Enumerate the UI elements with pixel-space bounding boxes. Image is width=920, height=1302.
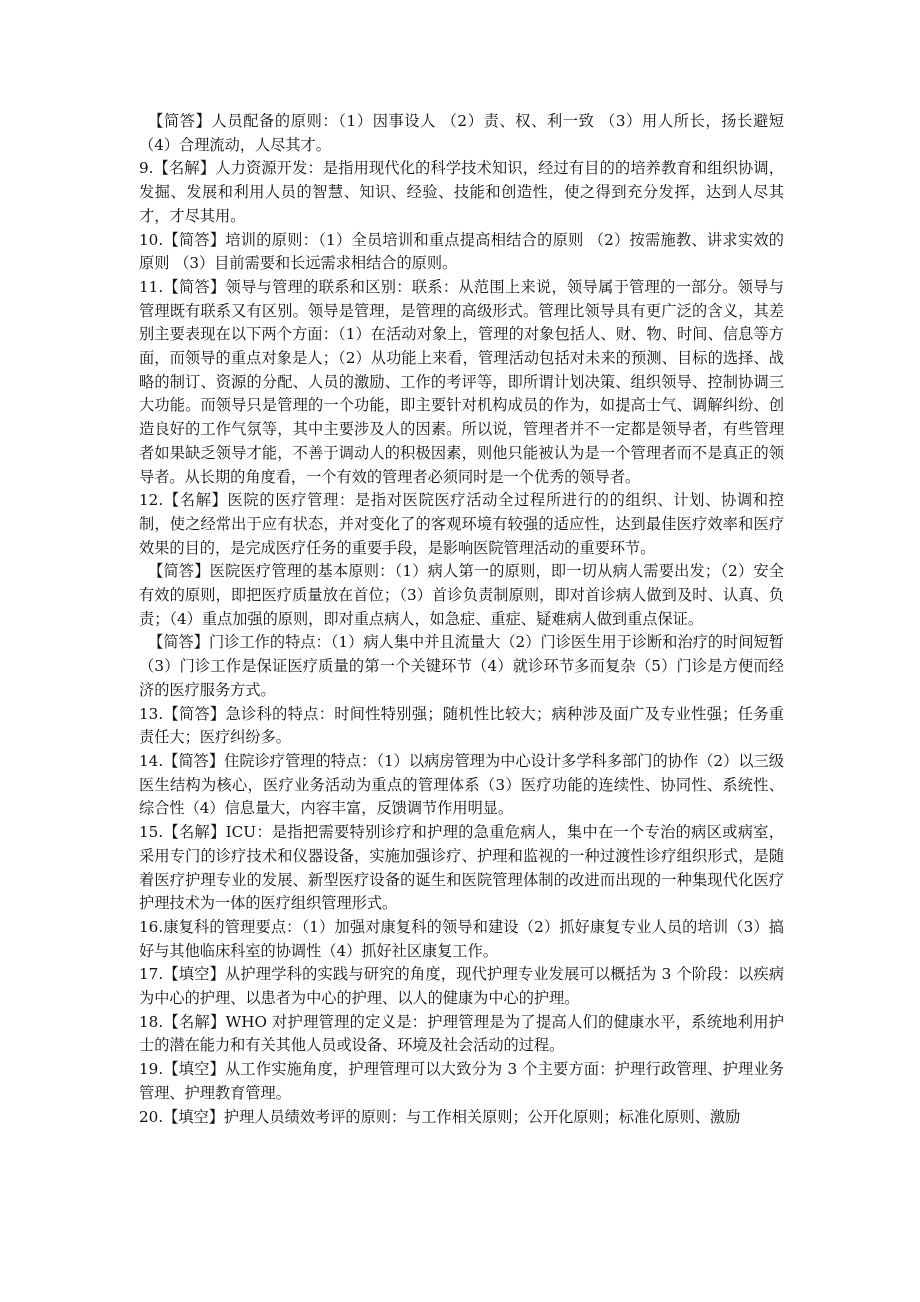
paragraph-item-20: 20.【填空】护理人员绩效考评的原则：与工作相关原则；公开化原则；标准化原则、激励: [139, 1107, 741, 1126]
paragraph-item-16: 16.康复科的管理要点：（1）加强对康复科的领导和建设（2）抓好康复专业人员的培训（3）搞好与其他临床科室的协调性（4）抓好社区康复工作。: [139, 917, 784, 960]
paragraph-item-13: 13.【简答】急诊科的特点：时间性特别强；随机性比较大；病种涉及面广及专业性强；任务重责任大；医疗纠纷多。: [139, 704, 784, 747]
paragraph-item-10: 10.【简答】培训的原则：（1）全员培训和重点提高相结合的原则 （2）按需施教、讲求实效的原则 （3）目前需要和长远需求相结合的原则。: [139, 230, 784, 273]
paragraph-item-9: 9.【名解】人力资源开发：是指用现代化的科学技术知识，经过有目的的培养教育和组织协调，发掘、发展和利用人员的智慧、知识、经验、技能和创造性，使之得到充分发挥，达到人尽其才，才尽其用。: [139, 159, 784, 225]
paragraph-item-11: 11.【简答】领导与管理的联系和区别：联系：从范围上来说，领导属于管理的一部分。领导与管理既有联系又有区别。领导是管理，是管理的高级形式。管理比领导具有更广泛的含义，其差别主要表现在以下两个方面：（1）在活动对象上，管理的对象包括人、财、物、时间、信息等方面，而领导的重点对象是人；（2）从功能上来看，管理活动包括对未来的预测、目标的选择、战略的制订、资源的分配、人员的激励、工作的考评等，即所谓计划决策、组织领导、控制协调三大功能。而领导只是管理的一个功能，即主要针对机构成员的作为，如提高士气、调解纠纷、创造良好的工作气氛等，其中主要涉及人的因素。所以说，管理者并不一定都是领导者，有些管理者如果缺乏领导才能，不善于调动人的积极因素，则他只能被认为是一个管理者而不是真正的领导者。从长期的角度看，一个有效的管理者必须同时是一个优秀的领导者。: [139, 277, 784, 486]
paragraph-staffing-principles: 【简答】人员配备的原则：（1）因事设人 （2）责、权、利一致 （3）用人所长，扬长避短 （4）合理流动，人尽其才。: [139, 112, 784, 154]
paragraph-outpatient-features: 【简答】门诊工作的特点：（1）病人集中并且流量大（2）门诊医生用于诊断和治疗的时间短暂（3）门诊工作是保证医疗质量的第一个关键环节（4）就诊环节多而复杂（5）门诊是方便而经济的医疗服务方式。: [139, 633, 784, 699]
paragraph-medical-management-principles: 【简答】医院医疗管理的基本原则：（1）病人第一的原则，即一切从病人需要出发；（2）安全有效的原则，即把医疗质量放在首位；（3）首诊负责制原则，即对首诊病人做到及时、认真、负责；（4）重点加强的原则，即对重点病人，如急症、重症、疑难病人做到重点保证。: [139, 562, 784, 628]
paragraph-item-17: 17.【填空】从护理学科的实践与研究的角度，现代护理专业发展可以概括为 3 个阶段：以疾病为中心的护理、以患者为中心的护理、以人的健康为中心的护理。: [139, 965, 784, 1008]
document-body: [139, 110, 784, 1129]
paragraph-item-19: 19.【填空】从工作实施角度，护理管理可以大致分为 3 个主要方面：护理行政管理、护理业务管理、护理教育管理。: [139, 1060, 784, 1102]
paragraph-item-18: 18.【名解】WHO 对护理管理的定义是：护理管理是为了提高人们的健康水平，系统地利用护士的潜在能力和有关其他人员或设备、环境及社会活动的过程。: [139, 1012, 784, 1055]
paragraph-item-15: 15.【名解】ICU：是指把需要特别诊疗和护理的急重危病人，集中在一个专治的病区或病室，采用专门的诊疗技术和仪器设备，实施加强诊疗、护理和监视的一种过渡性诊疗组织形式，是随着医疗护理专业的发展、新型医疗设备的诞生和医院管理体制的改进而出现的一种集现代化医疗护理技术为一体的医疗组织管理形式。: [139, 823, 784, 913]
paragraph-item-12: 12.【名解】医院的医疗管理：是指对医院医疗活动全过程所进行的的组织、计划、协调和控制，使之经常出于应有状态，并对变化了的客观环境有较强的适应性，达到最佳医疗效率和医疗效果的目的，是完成医疗任务的重要手段，是影响医院管理活动的重要环节。: [139, 491, 784, 557]
paragraph-item-14: 14.【简答】住院诊疗管理的特点：（1）以病房管理为中心设计多学科多部门的协作（2）以三级医生结构为核心，医疗业务活动为重点的管理体系（3）医疗功能的连续性、协同性、系统性、综合性（4）信息量大，内容丰富，反馈调节作用明显。: [139, 751, 784, 818]
